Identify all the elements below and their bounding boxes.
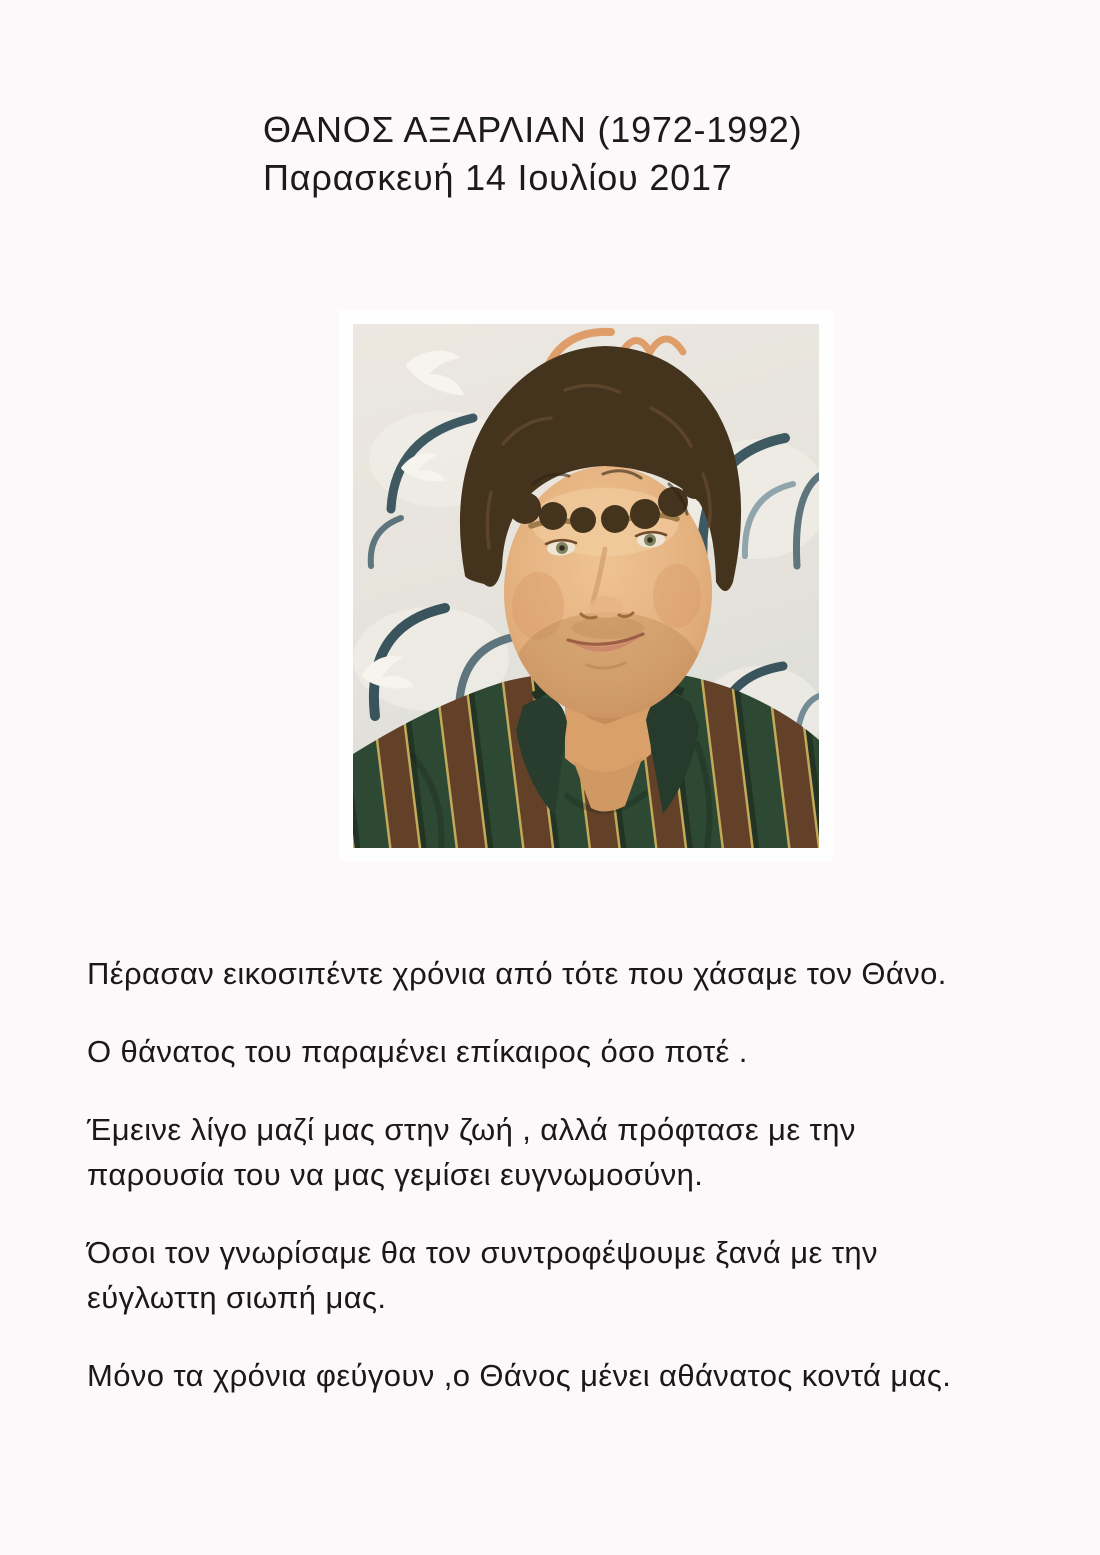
page-title: ΘΑΝΟΣ ΑΞΑΡΛΙΑΝ (1972-1992) xyxy=(263,109,803,150)
text-line: Όσοι τον γνωρίσαμε θα τον συντροφέψουμε ξανά με την xyxy=(87,1235,878,1270)
text-line: Ο θάνατος του παραμένει επίκαιρος όσο ποτέ . xyxy=(87,1034,748,1069)
text-line: Πέρασαν εικοσιπέντε χρόνια από τότε που χάσαμε τον Θάνο. xyxy=(87,956,947,991)
portrait-illustration xyxy=(353,324,819,848)
paragraph-2 xyxy=(87,1029,1087,1074)
paragraph-1 xyxy=(87,951,1087,996)
paragraph-5 xyxy=(87,1353,1087,1398)
paragraph-4 xyxy=(87,1230,1087,1320)
text-line: Έμεινε λίγο μαζί μας στην ζωή , αλλά πρόφτασε με την xyxy=(87,1112,856,1147)
header xyxy=(263,106,802,202)
page-date: Παρασκευή 14 Ιουλίου 2017 xyxy=(263,157,733,198)
text-line: παρουσία του να μας γεμίσει ευγνωμοσύνη. xyxy=(87,1157,704,1192)
text-line: εύγλωττη σιωπή μας. xyxy=(87,1280,387,1315)
paragraph-3 xyxy=(87,1107,1087,1197)
photo-warm-tint xyxy=(353,324,819,848)
text-line: Μόνο τα χρόνια φεύγουν ,ο Θάνος μένει αθάνατος κοντά μας. xyxy=(87,1358,952,1393)
memorial-text xyxy=(87,951,1087,1431)
memorial-photo xyxy=(339,310,833,861)
